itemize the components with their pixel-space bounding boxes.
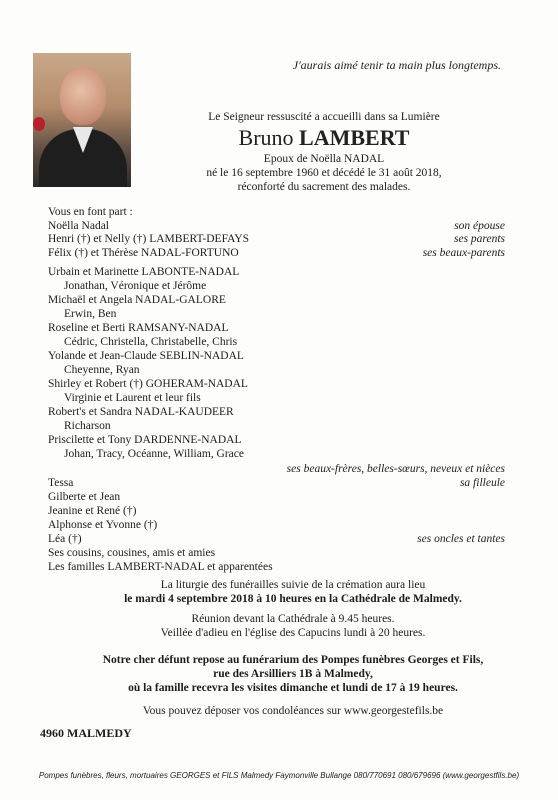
funeral-line-5: Notre cher défunt repose au funérarium des Pompes funèbres Georges et Fils, <box>102 654 484 666</box>
sibling-children: Jonathan, Véronique et Jérôme <box>64 280 207 292</box>
sacrament-line: réconforté du sacrement des malades. <box>237 181 411 193</box>
sibling-children: Johan, Tracy, Océanne, William, Grace <box>64 448 244 460</box>
goddaughter-name: Tessa <box>48 477 74 489</box>
role-parents: ses parents <box>453 233 505 245</box>
dates-line: né le 16 septembre 1960 et décédé le 31 août 2018, <box>206 167 442 179</box>
uncle-line: Jeanine et René (†) <box>48 505 137 517</box>
sibling-line: Yolande et Jean-Claude SEBLIN-NADAL <box>48 350 244 362</box>
sibling-line: Shirley et Robert (†) GOHERAM-NADAL <box>48 378 248 390</box>
announce: Vous en font part : <box>48 206 133 218</box>
cousins-line: Ses cousins, cousines, amis et amies <box>48 547 216 559</box>
funeral-line-3: Réunion devant la Cathédrale à 9.45 heures. <box>191 613 395 625</box>
uncle-line: Alphonse et Yvonne (†) <box>48 519 158 531</box>
spouse-name: Noëlla Nadal <box>48 220 109 232</box>
intro-text: Le Seigneur ressuscité a accueilli dans sa Lumière <box>208 111 440 123</box>
uncle-line: Léa (†) <box>48 533 82 545</box>
first-name: Bruno <box>238 125 294 150</box>
funeral-line-2: le mardi 4 septembre 2018 à 10 heures en la Cathédrale de Malmedy. <box>124 593 462 605</box>
role-siblings: ses beaux-frères, belles-sœurs, neveux et nièces <box>286 463 505 475</box>
sibling-line: Michaël et Angela NADAL-GALORE <box>48 294 226 306</box>
funeral-line-6: rue des Arsilliers 1B à Malmedy, <box>213 668 373 680</box>
sibling-children: Cédric, Christella, Christabelle, Chris <box>64 336 238 348</box>
sibling-line: Robert's et Sandra NADAL-KAUDEER <box>48 406 234 418</box>
sibling-line: Urbain et Marinette LABONTE-NADAL <box>48 266 240 278</box>
condolences-line: Vous pouvez déposer vos condoléances sur www.georgestefils.be <box>142 705 444 717</box>
inlaws-names: Félix (†) et Thérèse NADAL-FORTUNO <box>48 247 239 259</box>
funeral-line-4: Veillée d'adieu en l'église des Capucins lundi à 20 heures. <box>160 627 426 639</box>
spouse-line: Epoux de Noëlla NADAL <box>263 153 385 165</box>
last-name: LAMBERT <box>299 125 410 150</box>
parents-names: Henri (†) et Nelly (†) LAMBERT-DEFAYS <box>48 233 250 245</box>
sibling-children: Erwin, Ben <box>64 308 117 320</box>
sibling-line: Roseline et Berti RAMSANY-NADAL <box>48 322 229 334</box>
funeral-line-1: La liturgie des funérailles suivie de la crémation aura lieu <box>160 579 426 591</box>
families-line: Les familles LAMBERT-NADAL et apparentées <box>48 561 273 573</box>
role-goddaughter: sa filleule <box>459 477 505 489</box>
footer: Pompes funèbres, fleurs, mortuaires GEORGES et FILS Malmedy Faymonville Bullange 080/770691 080/679696 (www.georgestfils.be) <box>38 771 520 780</box>
role-spouse: son épouse <box>454 220 505 232</box>
sibling-children: Cheyenne, Ryan <box>64 364 140 376</box>
sibling-line: Priscilette et Tony DARDENNE-NADAL <box>48 434 242 446</box>
quote: J'aurais aimé tenir ta main plus longtemps. <box>292 58 501 72</box>
role-uncles: ses oncles et tantes <box>417 533 505 545</box>
role-inlaws: ses beaux-parents <box>422 247 505 259</box>
sibling-children: Richarson <box>64 420 111 432</box>
uncle-line: Gilberte et Jean <box>48 491 121 503</box>
address: 4960 MALMEDY <box>40 726 132 740</box>
deceased-name <box>0 125 558 151</box>
sibling-children: Virginie et Laurent et leur fils <box>64 392 201 404</box>
funeral-line-7: où la famille recevra les visites dimanche et lundi de 17 à 19 heures. <box>128 682 458 694</box>
